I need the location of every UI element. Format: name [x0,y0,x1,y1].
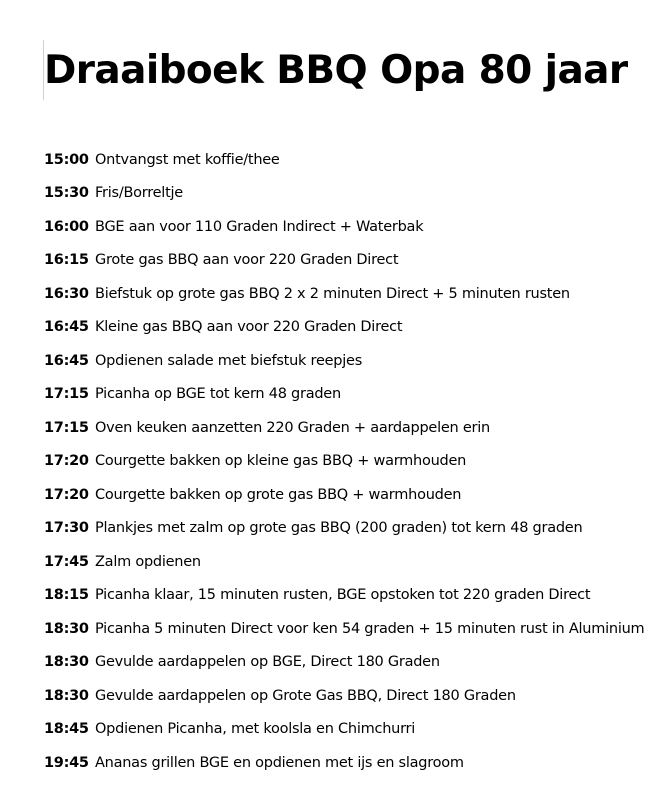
schedule-time: 18:30 [44,654,89,671]
schedule-description: Picanha op BGE tot kern 48 graden [95,386,341,403]
schedule-description: Oven keuken aanzetten 220 Graden + aardappelen erin [95,419,490,436]
schedule-description: Plankjes met zalm op grote gas BBQ (200 graden) tot kern 48 graden [95,520,583,537]
schedule-item[interactable] [44,277,656,311]
schedule-time: 15:30 [44,185,89,202]
schedule-time: 18:30 [44,620,89,637]
schedule-time: 18:30 [44,687,89,704]
schedule-description: Zalm opdienen [95,553,201,570]
schedule-time: 16:15 [44,252,89,269]
schedule-description: Opdienen Picanha, met koolsla en Chimchurri [95,721,416,738]
schedule-item[interactable] [44,177,656,211]
document-title[interactable]: Draaiboek BBQ Opa 80 jaar [44,48,628,93]
schedule-time: 17:15 [44,386,89,403]
schedule-item[interactable] [44,244,656,278]
schedule-item[interactable] [44,512,656,546]
schedule-description: Kleine gas BBQ aan voor 220 Graden Direct [95,319,403,336]
schedule-description: Gevulde aardappelen op Grote Gas BBQ, Direct 180 Graden [95,687,516,704]
schedule-item[interactable] [44,478,656,512]
schedule-time: 18:15 [44,587,89,604]
schedule-time: 15:00 [44,151,89,168]
schedule-item[interactable] [44,646,656,680]
schedule-time: 19:45 [44,754,89,771]
schedule-item[interactable] [44,378,656,412]
schedule-item[interactable] [44,746,656,780]
schedule-item[interactable] [44,545,656,579]
schedule-description: Picanha 5 minuten Direct voor ken 54 graden + 15 minuten rust in Aluminium [95,620,645,637]
schedule-item[interactable] [44,579,656,613]
schedule-description: Ontvangst met koffie/thee [95,151,280,168]
schedule-time: 17:45 [44,553,89,570]
schedule-item[interactable] [44,311,656,345]
schedule-time: 16:45 [44,352,89,369]
schedule-time: 18:45 [44,721,89,738]
schedule-item[interactable] [44,679,656,713]
schedule-description: Grote gas BBQ aan voor 220 Graden Direct [95,252,399,269]
schedule-list [44,143,656,780]
schedule-item[interactable] [44,210,656,244]
schedule-time: 17:20 [44,453,89,470]
schedule-description: Courgette bakken op kleine gas BBQ + warmhouden [95,453,467,470]
schedule-description: Biefstuk op grote gas BBQ 2 x 2 minuten Direct + 5 minuten rusten [95,285,570,302]
schedule-time: 16:45 [44,319,89,336]
schedule-description: Courgette bakken op grote gas BBQ + warmhouden [95,486,462,503]
schedule-item[interactable] [44,445,656,479]
schedule-description: Ananas grillen BGE en opdienen met ijs en slagroom [95,754,464,771]
schedule-time: 17:15 [44,419,89,436]
schedule-time: 16:00 [44,218,89,235]
schedule-time: 16:30 [44,285,89,302]
schedule-description: Picanha klaar, 15 minuten rusten, BGE opstoken tot 220 graden Direct [95,587,591,604]
schedule-item[interactable] [44,612,656,646]
schedule-description: Fris/Borreltje [95,185,183,202]
schedule-description: Gevulde aardappelen op BGE, Direct 180 Graden [95,654,440,671]
schedule-item[interactable] [44,344,656,378]
schedule-item[interactable] [44,143,656,177]
schedule-time: 17:20 [44,486,89,503]
schedule-item[interactable] [44,411,656,445]
schedule-description: BGE aan voor 110 Graden Indirect + Waterbak [95,218,424,235]
schedule-time: 17:30 [44,520,89,537]
schedule-item[interactable] [44,713,656,747]
schedule-description: Opdienen salade met biefstuk reepjes [95,352,362,369]
